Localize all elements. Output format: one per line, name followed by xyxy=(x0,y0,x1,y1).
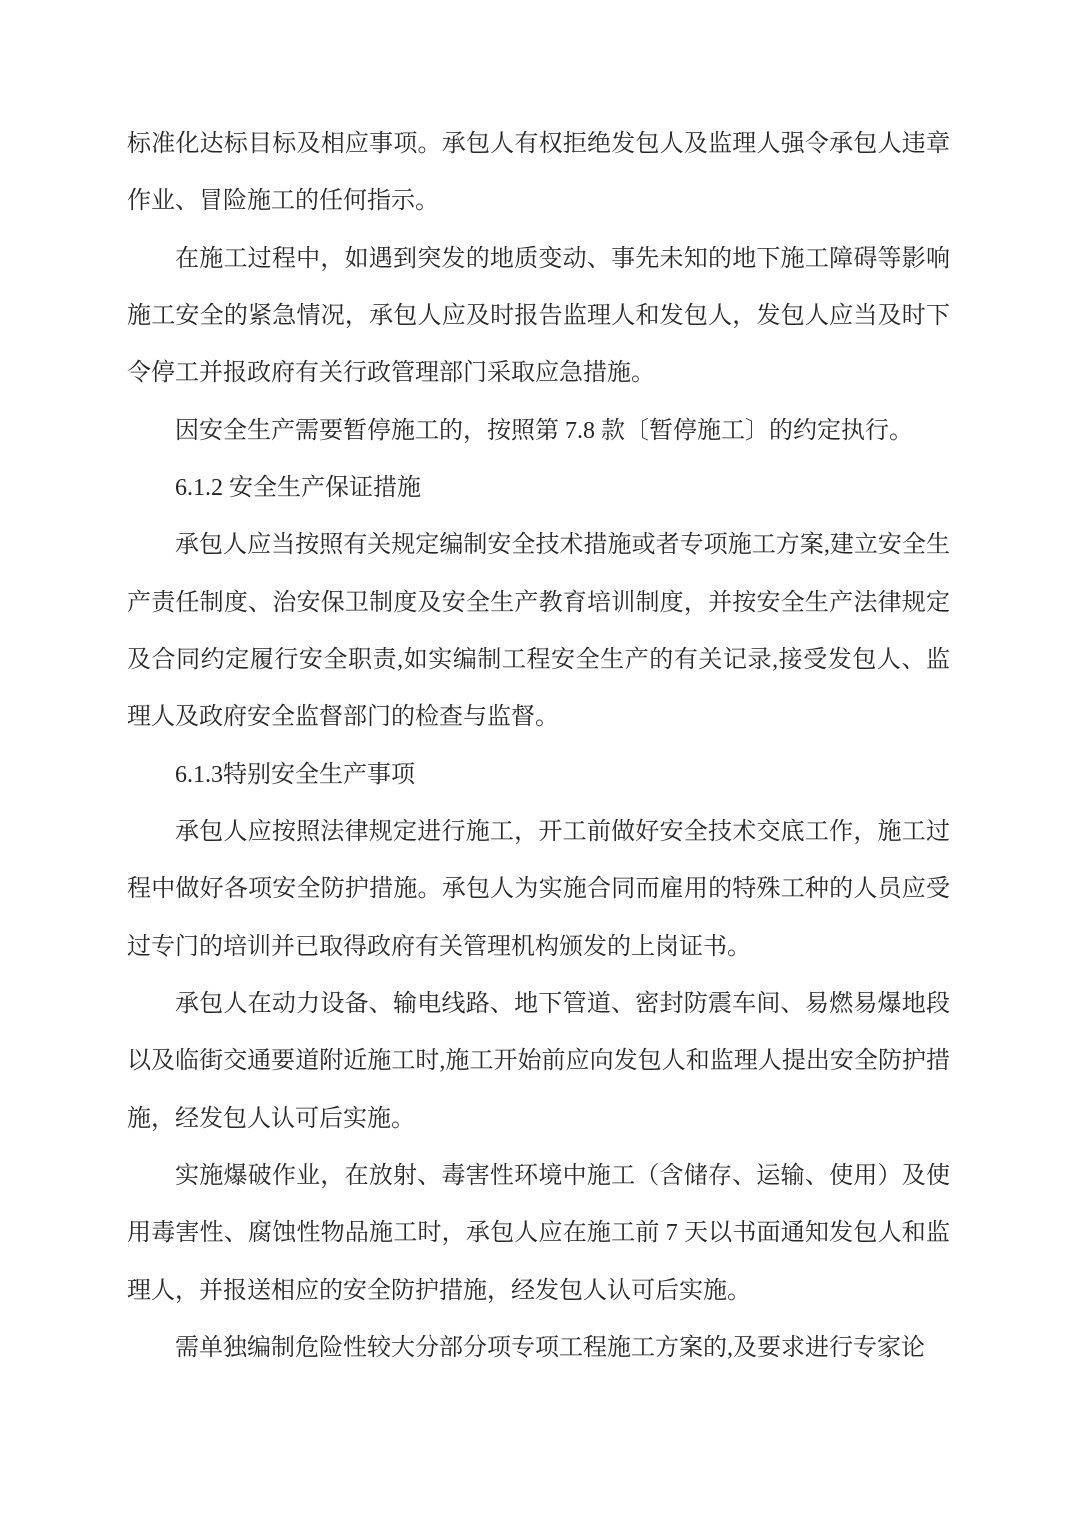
paragraph-blasting-toxic-operations: 实施爆破作业，在放射、毒害性环境中施工（含储存、运输、使用）及使用毒害性、腐蚀性物品施工时，承包人应在施工前 7 天以书面通知发包人和监理人，并报送相应的安全防护措施，经发包人认可后实施。 xyxy=(127,1162,950,1304)
clause-heading-6-1-3: 6.1.3特别安全生产事项 xyxy=(175,761,415,788)
paragraph-hazardous-location-construction: 承包人在动力设备、输电线路、地下管道、密封防震车间、易燃易爆地段以及临街交通要道附近施工时,施工开始前应向发包人和监理人提出安全防护措施，经发包人认可后实施。 xyxy=(127,990,950,1132)
paragraph-suspension-reference: 因安全生产需要暂停施工的，按照第 7.8 款〔暂停施工〕的约定执行。 xyxy=(175,417,913,444)
paragraph-special-safety-training: 承包人应按照法律规定进行施工，开工前做好安全技术交底工作，施工过程中做好各项安全防护措施。承包人为实施合同而雇用的特殊工种的人员应受过专门的培训并已取得政府有关管理机构颁发的上岗证书。 xyxy=(127,818,950,960)
paragraph-special-scheme-continuation: 需单独编制危险性较大分部分项专项工程施工方案的,及要求进行专家论 xyxy=(175,1334,925,1361)
paragraph-safety-assurance-measures: 承包人应当按照有关规定编制安全技术措施或者专项施工方案,建立安全生产责任制度、治安保卫制度及安全生产教育培训制度，并按安全生产法律规定及合同约定履行安全职责,如实编制工程安全生产的有关记录,接受发包人、监理人及政府安全监督部门的检查与监督。 xyxy=(127,532,950,731)
paragraph-emergency-response: 在施工过程中，如遇到突发的地质变动、事先未知的地下施工障碍等影响施工安全的紧急情况，承包人应及时报告监理人和发包人，发包人应当及时下令停工并报政府有关行政管理部门采取应急措施。 xyxy=(127,245,950,387)
paragraph-safety-standard-continuation: 标准化达标目标及相应事项。承包人有权拒绝发包人及监理人强令承包人违章作业、冒险施工的任何指示。 xyxy=(127,131,950,215)
clause-heading-6-1-2: 6.1.2 安全生产保证措施 xyxy=(175,474,421,501)
